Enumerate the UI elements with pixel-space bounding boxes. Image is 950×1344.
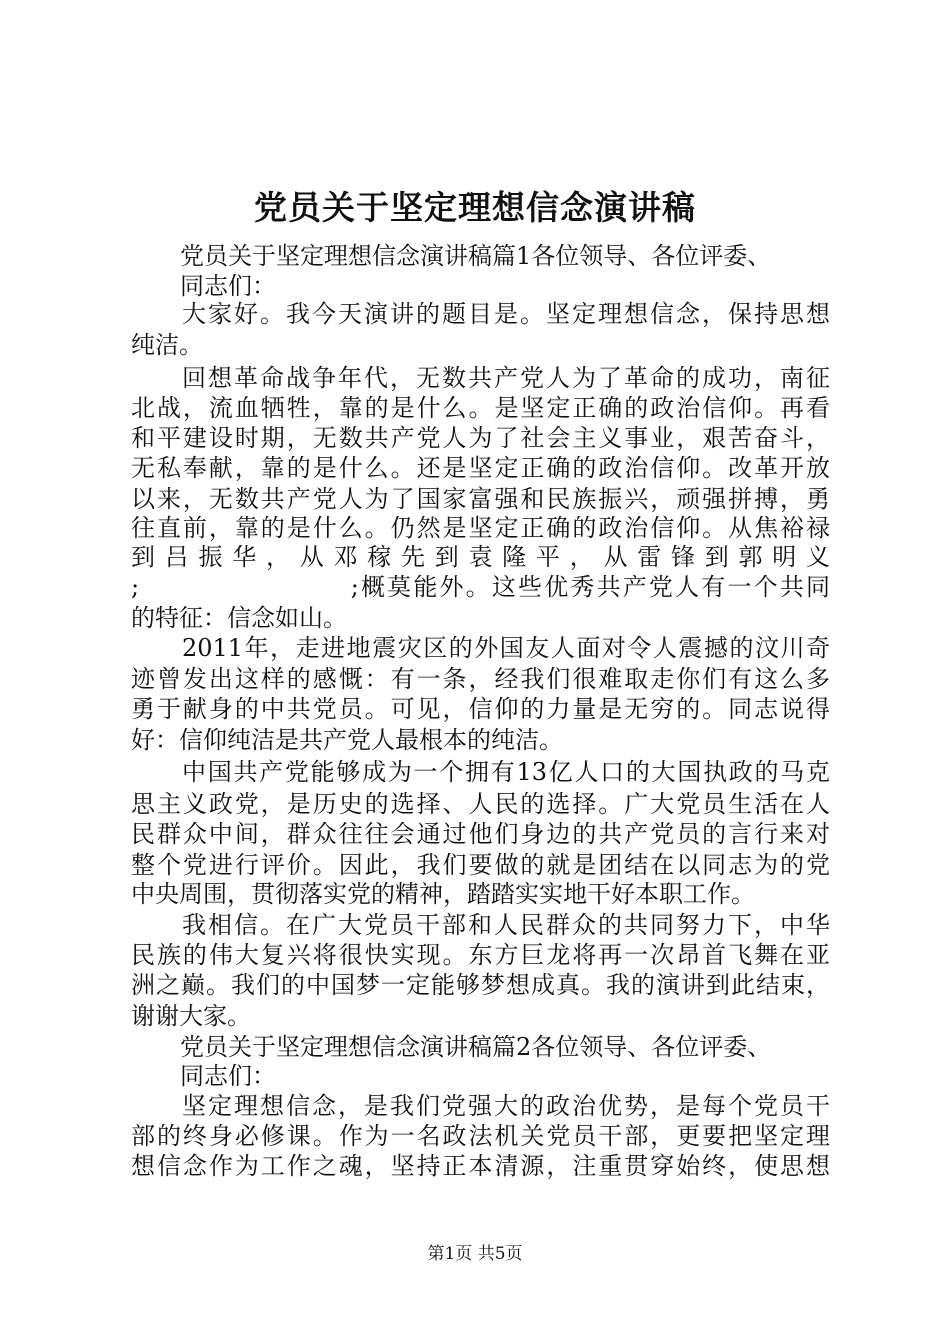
text-line: 到吕振华，从邓稼先到袁隆平，从雷锋到郭明义 [131,543,830,571]
text-line: 想信念作为工作之魂，坚持正本清源，注重贯穿始终，使思想 [131,1152,830,1180]
text-line: 部的终身必修课。作为一名政法机关党员干部，更要把坚定理 [131,1122,830,1150]
text-line: 同志们： [180,272,276,300]
text-line: 以来，无数共产党人为了国家富强和民族振兴，顽强拼搏，勇 [131,485,830,513]
text-line: 的特征：信念如山。 [131,604,347,632]
page-title: 党员关于坚定理想信念演讲稿 [254,188,696,227]
text-line: 洲之巅。我们的中国梦一定能够梦想成真。我的演讲到此结束， [131,971,830,999]
text-line: 2011年，走进地震灾区的外国友人面对令人震撼的汶川奇 [182,634,830,662]
text-line: 党员关于坚定理想信念演讲稿篇1各位领导、各位评委、 [180,242,772,270]
text-line: 中国共产党能够成为一个拥有13亿人口的大国执政的马克 [182,758,830,786]
text-line: 北战，流血牺牲，靠的是什么。是坚定正确的政治信仰。再看 [131,394,830,422]
text-line: 往直前，靠的是什么。仍然是坚定正确的政治信仰。从焦裕禄 [131,514,830,542]
text-line: 我相信。在广大党员干部和人民群众的共同努力下，中华 [182,911,830,939]
page-footer: 第1页 共5页 [427,1244,523,1264]
text-line: 勇于献身的中共党员。可见，信仰的力量是无穷的。同志说得 [131,695,830,723]
text-line: 和平建设时期，无数共产党人为了社会主义事业，艰苦奋斗， [131,424,830,452]
text-line: 迹曾发出这样的感慨：有一条，经我们很难取走你们有这么多 [131,665,830,693]
text-line: 谢谢大家。 [131,1002,251,1030]
text-line: 纯洁。 [131,331,203,359]
text-line: 整个党进行评价。因此，我们要做的就是团结在以同志为的党 [131,851,830,879]
text-line: 大家好。我今天演讲的题目是。坚定理想信念，保持思想 [182,300,830,328]
text-line: 回想革命战争年代，无数共产党人为了革命的成功，南征 [182,364,830,392]
text-line: ; ;概莫能外。这些优秀共产党人有一个共同 [131,573,830,601]
text-line: 思主义政党，是历史的选择、人民的选择。广大党员生活在人 [131,790,830,818]
text-line: 好：信仰纯洁是共产党人最根本的纯洁。 [131,726,563,754]
text-line: 同志们： [180,1062,276,1090]
text-line: 民族的伟大复兴将很快实现。东方巨龙将再一次昂首飞舞在亚 [131,941,830,969]
text-line: 无私奉献，靠的是什么。还是坚定正确的政治信仰。改革开放 [131,454,830,482]
text-line: 民群众中间，群众往往会通过他们身边的共产党员的言行来对 [131,820,830,848]
text-line: 党员关于坚定理想信念演讲稿篇2各位领导、各位评委、 [180,1033,772,1061]
text-line: 坚定理想信念，是我们党强大的政治优势，是每个党员干 [182,1092,830,1120]
text-line: 中央周围，贯彻落实党的精神，踏踏实实地干好本职工作。 [131,880,755,908]
